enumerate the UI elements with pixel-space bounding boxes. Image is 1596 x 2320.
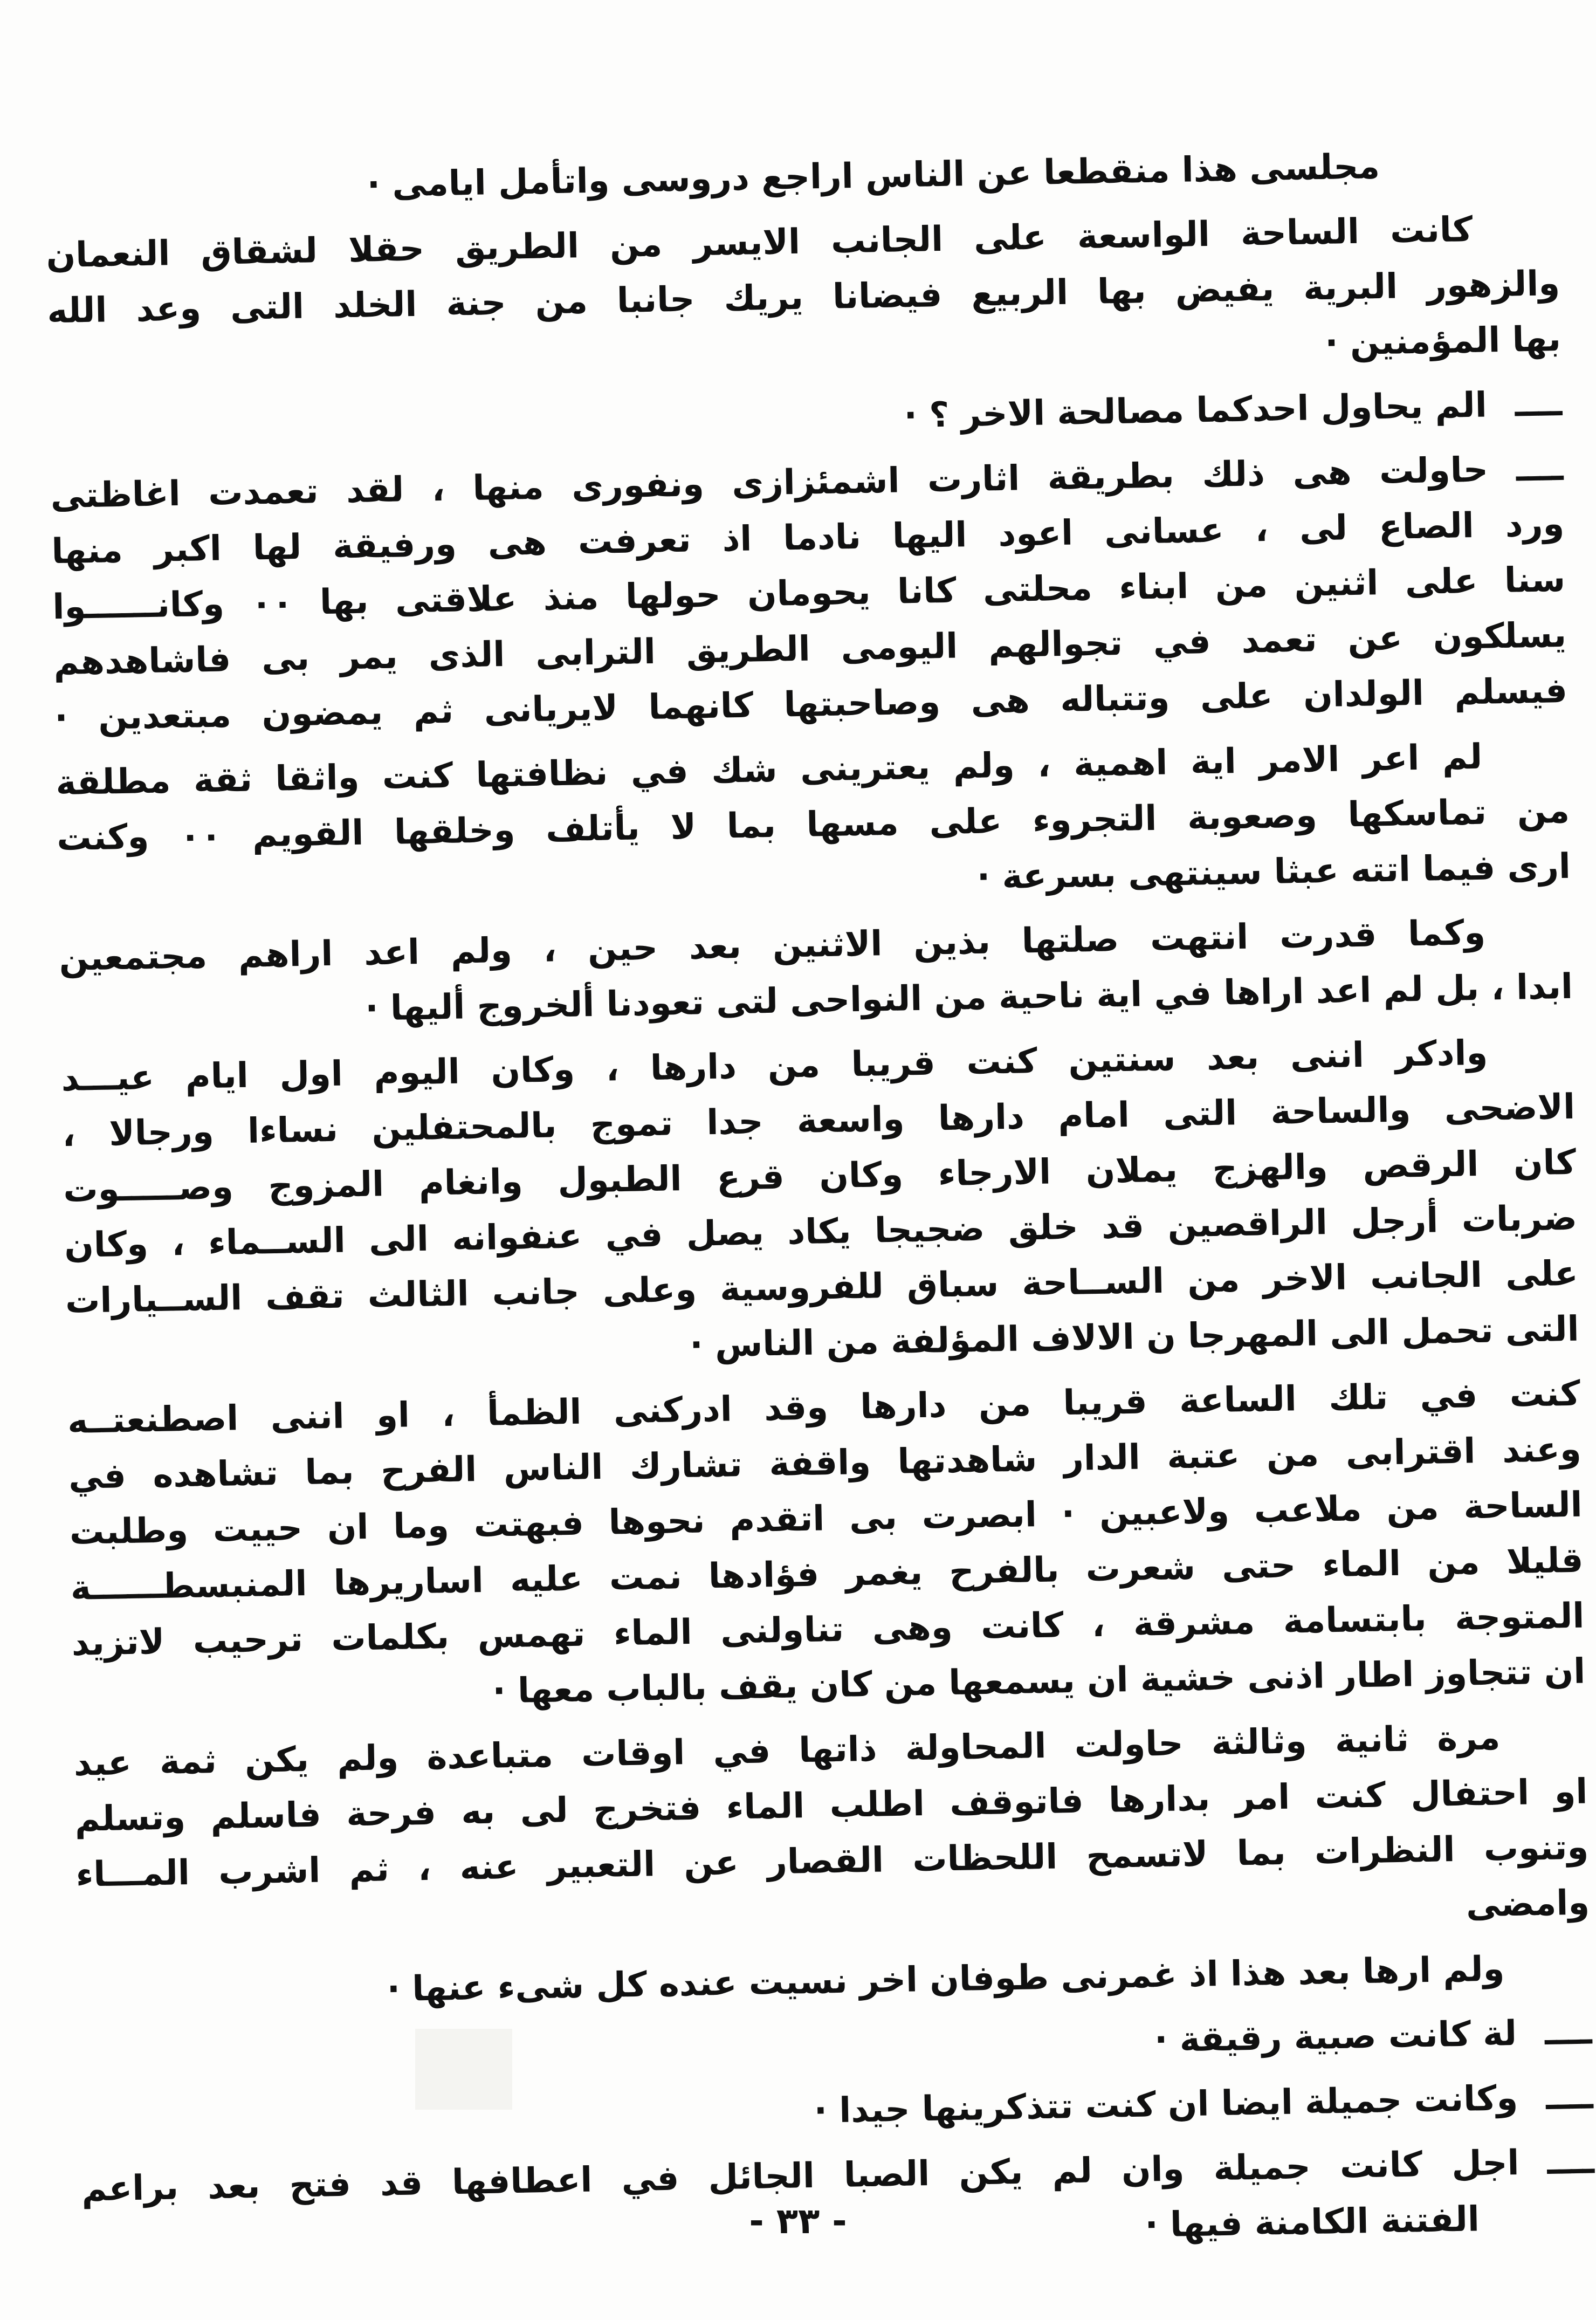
text-line: وعند اقترابى من عتبة الدار شاهدتها واقفة تشارك الناس الفرح بما تشاهده في: [68, 1429, 1582, 1498]
text-line: او احتفال كنت امر بدارها فاتوقف اطلب الماء فتخرج لى به فرحة فاسلم وتسلم: [74, 1772, 1588, 1839]
dialogue-dash: ــــ: [1544, 2012, 1593, 2054]
text-line: لم اعر الامر اية اهمية ، ولم يعترينى شك في نظافتها كنت واثقا ثقة مطلقة: [55, 737, 1483, 804]
dialogue-text: وكانت جميلة ايضا ان كنت تتذكرينها جيدا ·: [814, 2078, 1518, 2131]
text-line: ضربات أرجل الراقصين قد خلق ضجيجا يكاد يصل في عنفوانه الى الســماء ، وكان: [64, 1198, 1578, 1266]
text-line: سنا على اثنين من ابناء محلتى كانا يحومان حولها منذ علاقتى بها ٠٠ وكانــــــوا: [52, 559, 1566, 628]
text-line: يسلكون عن تعمد في تجوالهم اليومى الطريق الترابى الذى يمر بى فاشاهدهم: [53, 615, 1567, 683]
text-line: الاضحى والساحة التى امام دارها واسعة جدا تموج بالمحتفلين نساءا ورجالا ،: [61, 1087, 1576, 1155]
text-line: على الجانب الاخر من الســاحة سباق للفروسية وعلى جانب الثالث تقف الســيارات: [65, 1253, 1579, 1322]
text-line: مرة ثانية وثالثة حاولت المحاولة ذاتها في اوقات متباعدة ولم يكن ثمة عيد: [73, 1718, 1501, 1784]
dialogue-dash: ــــ: [1545, 2077, 1594, 2118]
text-line: فيسلم الولدان على وتتباله هى وصاحبتها كانهما لايريانى ثم يمضون مبتعدين ·: [54, 670, 1568, 739]
text-line: ان تتجاوز اطار اذنى خشية ان يسمعها من كان يقف بالباب معها ·: [492, 1651, 1586, 1712]
text-line: التى تحمل الى المهرجا ن الالاف المؤلفة من الناس ·: [689, 1309, 1580, 1365]
text-line: والزهور البرية يفيض بها الربيع فيضانا يريك جانبا من جنة الخلد التى وعد الله: [46, 263, 1560, 332]
text-line: بها المؤمنين ·: [1324, 319, 1561, 363]
dialogue-text: الم يحاول احدكما مصالحة الاخر ؟ ·: [903, 385, 1488, 436]
text-line: من تماسكها وصعوبة التجروء على مسها بما لا يأتلف وخلقها القويم ٠٠ وكنت: [56, 791, 1570, 859]
dialogue-dash: ــــ: [1516, 448, 1564, 490]
text-line: كنت في تلك الساعة قريبا من دارها وقد ادركنى الظمأ ، او اننى اصطنعتــه: [67, 1374, 1581, 1442]
text-line: ولم ارها بعد هذا اذ غمرنى طوفان اخر نسيت عنده كل شىء عنها ·: [387, 1949, 1505, 2010]
text-line: ورد الصاع لى ، عسانى اعود اليها نادما اذ تعرفت هى ورفيقة لها اكبر منها: [51, 504, 1565, 572]
text-line: ابدا ، بل لم اعد اراها في اية ناحية من النواحى لتى تعودنا ألخروج أليها ·: [364, 966, 1573, 1029]
dialogue-text: لة كانت صبية رقيقة ·: [1154, 2013, 1517, 2061]
text-line: وتنوب النظرات بما لاتسمح اللحظات القصار عن التعبير عنه ، ثم اشرب المـــاء: [75, 1827, 1589, 1895]
dialogue-dash: ــــ: [1546, 2141, 1595, 2182]
text-line: كانت الساحة الواسعة على الجانب الايسر من الطريق حقلا لشقاق النعمان: [45, 209, 1473, 276]
text-line: الفتنة الكامنة فيها ·: [1144, 2199, 1480, 2246]
text-line: مجلسى هذا منقطعا عن الناس اراجع دروسى واتأمل ايامى ·: [367, 147, 1380, 205]
text-block: [44, 136, 1595, 2273]
page-number: - ٣٣ -: [749, 2200, 847, 2242]
text-line: وادكر اننى بعد سنتين كنت قريبا من دارها ، وكان اليوم اول ايام عيـــد: [60, 1033, 1488, 1100]
text-line: الساحة من ملاعب ولاعبين · ابصرت بى اتقدم نحوها فبهتت وما ان حييت وطلبت: [69, 1485, 1583, 1553]
text-line: وامضى: [1466, 1883, 1590, 1925]
text-line: ارى فيما اتته عبثا سينتهى بسرعة ·: [976, 846, 1571, 897]
dialogue-dash: ــــ: [1514, 383, 1563, 425]
text-line: وكما قدرت انتهت صلتها بذين الاثنين بعد حين ، ولم اعد اراهم مجتمعين: [58, 912, 1486, 979]
text-line: المتوجة بابتسامة مشرقة ، كانت وهى تناولنى الماء تهمس بكلمات ترحيب لاتزيد: [71, 1596, 1585, 1664]
dialogue-text: اجل كانت جميلة وان لم يكن الصبا الجائل في اعطافها قد فتح بعد براعم: [81, 2143, 1520, 2209]
text-line: كان الرقص والهزج يملان الارجاء وكان قرع الطبول وانغام المزوج وصـــــوت: [63, 1142, 1577, 1211]
dialogue-text: حاولت هى ذلك بطريقة اثارت اشمئزازى ونفورى منها ، لقد تعمدت اغاظتى: [50, 450, 1489, 517]
text-line: قليلا من الماء حتى شعرت بالفرح يغمر فؤادها نمت عليه اساريرها المنبسطــــــة: [70, 1540, 1584, 1608]
